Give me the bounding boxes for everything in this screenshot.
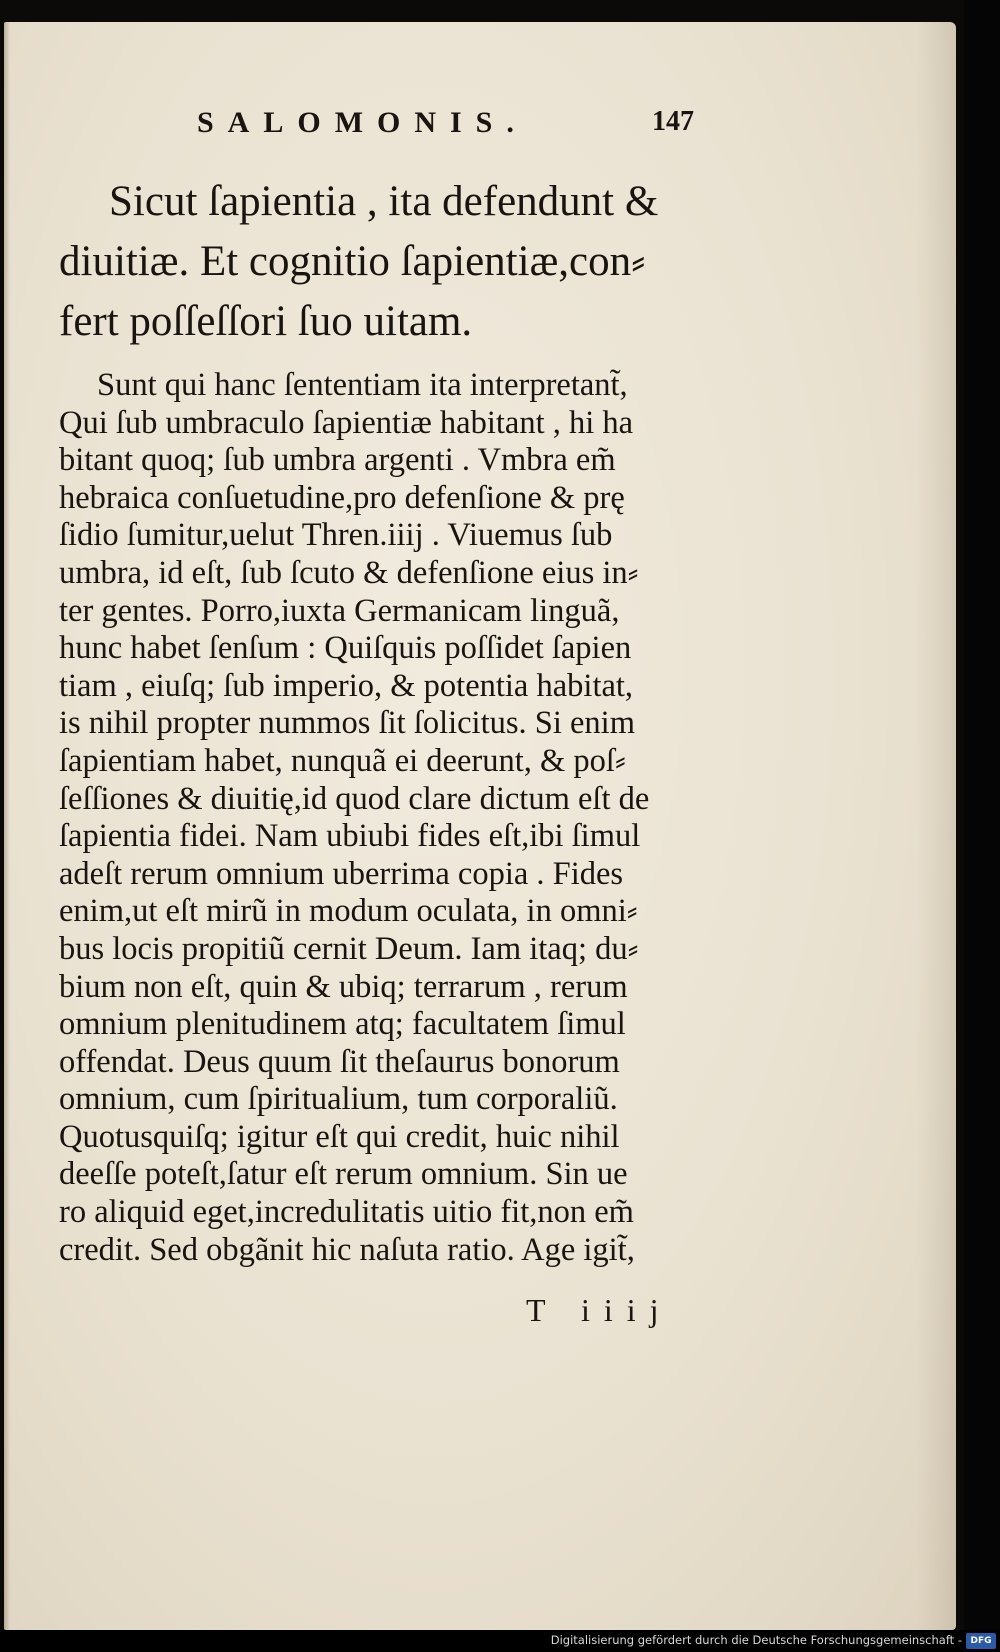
commentary-line: ro aliquid eget,incredulitatis uitio fit,non em̃ (59, 1194, 634, 1231)
book-page (4, 22, 956, 1630)
commentary-line: Quotusquiſq; igitur eſt qui credit, huic nihil (59, 1118, 620, 1155)
commentary-line: ſeſſiones & diuitię,id quod clare dictum eſt de (59, 780, 650, 817)
verse-line: fert poſſeſſori ſuo uitam. (59, 298, 473, 345)
footer-bar (0, 1630, 1000, 1652)
commentary-line: Sunt qui hanc ſententiam ita interpretant̃, (97, 367, 628, 403)
commentary-line: ter gentes. Porro,iuxta Germanicam linguã, (59, 592, 620, 629)
commentary-line: Qui ſub umbraculo ſapientiæ habitant , hi ha (59, 404, 634, 441)
verse-line: Sicut ſapientia , ita defendunt & (109, 178, 659, 225)
commentary-line: adeſt rerum omnium uberrima copia . Fides (59, 855, 624, 892)
dfg-logo: DFG (966, 1633, 996, 1649)
signature-mark: T iiij (526, 1292, 673, 1328)
commentary-line: omnium, cum ſpiritualium, tum corporaliũ. (59, 1081, 618, 1118)
commentary-line: bus locis propitiũ cernit Deum. Iam itaq; du⸗ (59, 930, 639, 967)
verse-line: diuitiæ. Et cognitio ſapientiæ,con⸗ (59, 238, 646, 285)
commentary-line: ſidio ſumitur,uelut Thren.iiij . Viuemus ſub (59, 517, 613, 554)
commentary-line: ſapientiam habet, nunquã ei deerunt, & poſ⸗ (59, 742, 626, 779)
page-number: 147 (652, 106, 694, 137)
commentary-line: bium non eſt, quin & ubiq; terrarum , rerum (59, 968, 628, 1005)
commentary-text (59, 367, 759, 1269)
commentary-line: hebraica conſuetudine,pro defenſione & prę (59, 479, 625, 516)
book-edge (964, 0, 1000, 1630)
commentary-line: ſapientia fidei. Nam ubiubi fides eſt,ibi ſimul (59, 818, 641, 855)
commentary-line: deeſſe poteſt,ſatur eſt rerum omnium. Sin ue (59, 1156, 628, 1193)
commentary-line: bitant quoq; ſub umbra argenti . Vmbra em̃ (59, 442, 616, 479)
commentary-line: offendat. Deus quum ſit theſaurus bonorum (59, 1043, 620, 1080)
page-header (4, 102, 956, 142)
commentary-line: omnium plenitudinem atq; facultatem ſimul (59, 1006, 626, 1043)
commentary-line: enim,ut eſt mirũ in modum oculata, in omni⸗ (59, 893, 638, 930)
commentary-line: hunc habet ſenſum : Quiſquis poſſidet ſapien (59, 630, 632, 667)
commentary-line: credit. Sed obgãnit hic naſuta ratio. Age igit̃, (59, 1231, 635, 1268)
funding-credit: Digitalisierung gefördert durch die Deutsche Forschungsgemeinschaft - (550, 1633, 962, 1647)
page-edge-shadow (916, 22, 956, 1630)
commentary-line: umbra, id eſt, ſub ſcuto & defenſione eius in⸗ (59, 554, 639, 591)
verse-text (59, 172, 749, 352)
running-title: SALOMONIS. (197, 106, 528, 139)
commentary-line: is nihil propter nummos ſit ſolicitus. Si enim (59, 705, 635, 742)
commentary-line: tiam , eiuſq; ſub imperio, & potentia habitat, (59, 667, 634, 704)
page-gutter-shadow (4, 22, 10, 1630)
